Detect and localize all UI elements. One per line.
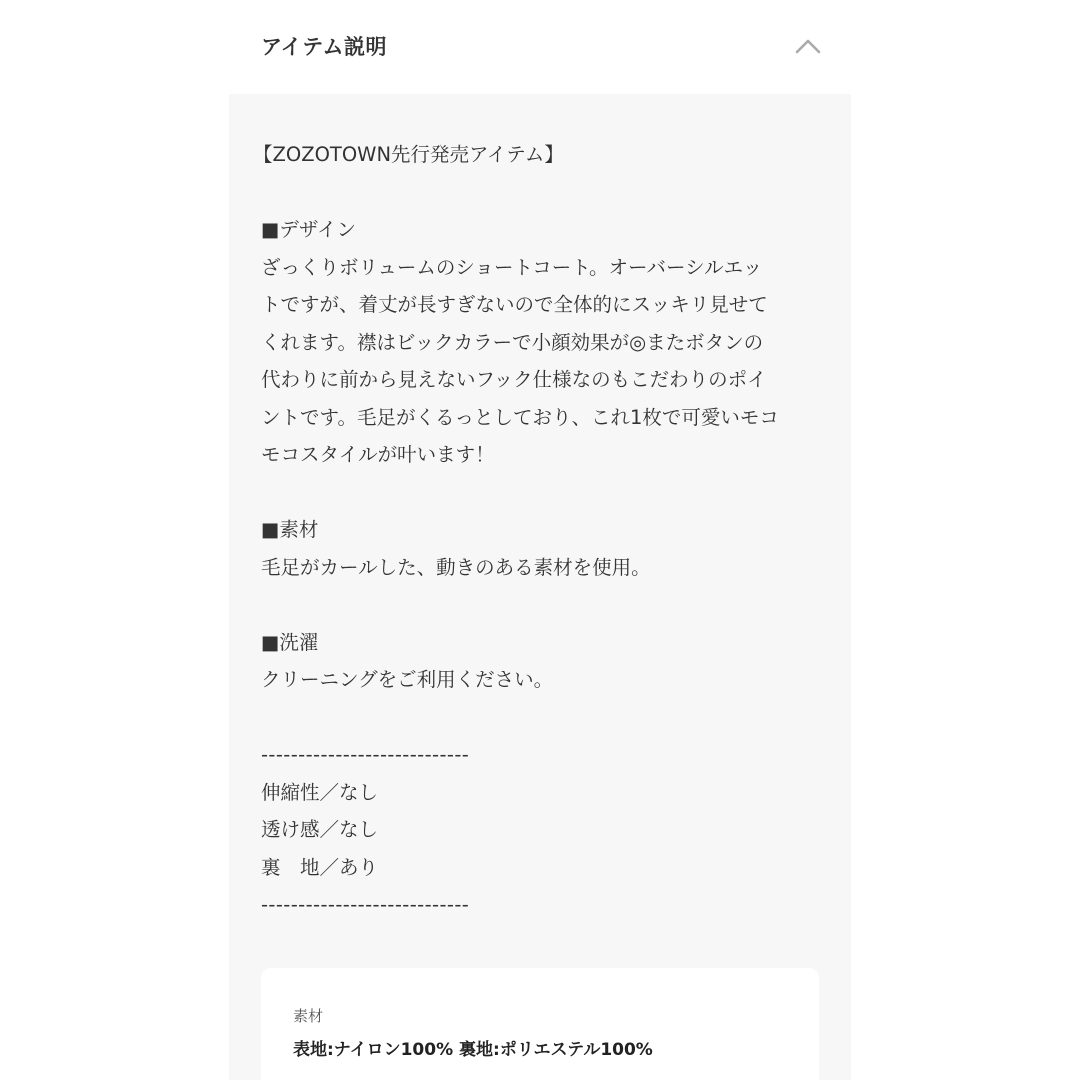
design-line: 代わりに前から見えないフック仕様なのもこだわりのポイ bbox=[261, 368, 767, 391]
design-line: ントです。毛足がくるっとしており、これ1枚で可愛いモコ bbox=[261, 405, 779, 429]
blank-line bbox=[261, 699, 831, 737]
material-line: 毛足がカールした、動きのある素材を使用。 bbox=[261, 555, 651, 579]
spec-lining: 裏 地／あり bbox=[261, 855, 379, 879]
separator-line: ---------------------------- bbox=[261, 743, 470, 766]
blank-line bbox=[261, 586, 831, 624]
spec-stretch: 伸縮性／なし bbox=[261, 780, 379, 804]
material-value: 表地:ナイロン100% 裏地:ポリエステル100% bbox=[293, 1040, 653, 1060]
material-card bbox=[261, 968, 819, 1080]
washing-line: クリーニングをご利用ください。 bbox=[261, 668, 554, 691]
item-description-text bbox=[253, 136, 831, 924]
spec-transparency: 透け感／なし bbox=[261, 818, 379, 841]
item-description-title: アイテム説明 bbox=[261, 35, 388, 59]
section-heading-design: ■デザイン bbox=[261, 218, 357, 241]
design-line: モコスタイルが叶います！ bbox=[261, 443, 495, 466]
blank-line bbox=[261, 174, 831, 212]
blank-line bbox=[261, 474, 831, 512]
item-description-panel bbox=[229, 94, 851, 1080]
section-heading-washing: ■洗濯 bbox=[261, 630, 319, 654]
material-label: 素材 bbox=[293, 1007, 324, 1025]
design-line: くれます。襟はビックカラーで小顔効果が◎またボタンの bbox=[261, 330, 764, 354]
item-description-accordion-header[interactable] bbox=[229, 0, 851, 94]
design-line: ざっくりボリュームのショートコート。オーバーシルエッ bbox=[261, 255, 763, 279]
separator-line: ---------------------------- bbox=[261, 893, 470, 916]
chevron-up-icon[interactable] bbox=[795, 36, 821, 56]
section-heading-material: ■素材 bbox=[261, 518, 319, 541]
design-line: トですが、着丈が長すぎないので全体的にスッキリ見せて bbox=[261, 293, 768, 316]
intro-line: 【ZOZOTOWN先行発売アイテム】 bbox=[253, 143, 564, 166]
